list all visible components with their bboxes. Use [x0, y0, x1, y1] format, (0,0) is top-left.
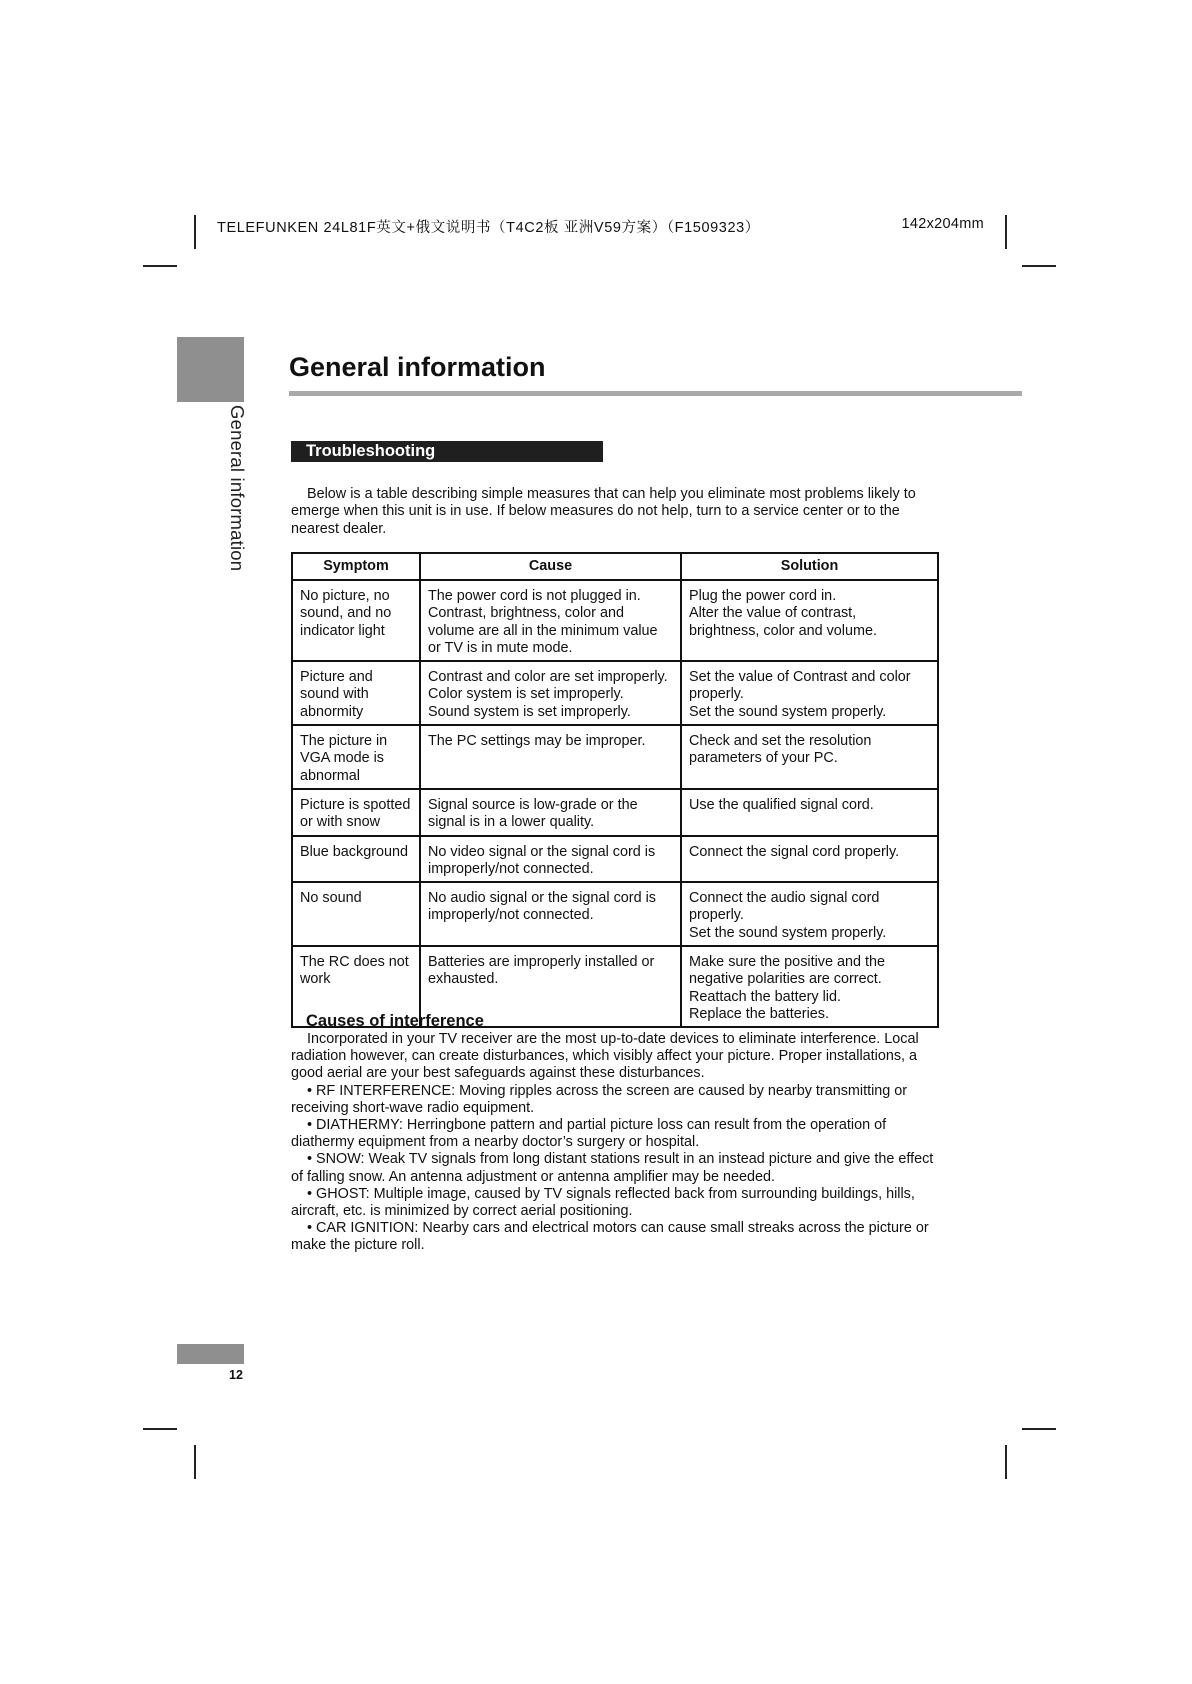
symptom-cell [292, 789, 420, 836]
interference-item: • RF INTERFERENCE: Moving ripples across the screen are caused by nearby transmitting or receiving short-wave radio equipment. [291, 1082, 908, 1116]
page-number-block [177, 1344, 244, 1364]
crop-mark [1022, 265, 1056, 267]
cause-cell [420, 580, 681, 661]
side-tab-block [177, 337, 244, 402]
interference-item: • SNOW: Weak TV signals from long distant stations result in an instead picture and give the effect of falling snow. An antenna adjustment or antenna amplifier may be needed. [291, 1151, 934, 1185]
cause-text: Signal source is low-grade or the signal is in a lower quality. [428, 796, 638, 831]
table-row [292, 725, 938, 789]
section-header-bar [291, 441, 603, 462]
table-row [292, 836, 938, 883]
cause-text: The power cord is not plugged in. Contrast, brightness, color and volume are all in the minimum value or TV is in mute mode. [428, 588, 658, 656]
symptom-text: The picture in VGA mode is abnormal [300, 733, 388, 784]
interference-item: • CAR IGNITION: Nearby cars and electrical motors can cause small streaks across the picture or make the picture roll. [291, 1220, 929, 1254]
column-header-symptom: Symptom [292, 553, 420, 580]
cause-text: No audio signal or the signal cord is improperly/not connected. [428, 890, 656, 924]
cause-cell [420, 882, 681, 946]
solution-text: Connect the audio signal cord properly. Set the sound system properly. [689, 890, 887, 941]
symptom-text: Picture and sound with abnormity [300, 669, 373, 720]
solution-cell [681, 836, 938, 883]
side-tab-label: General information [227, 405, 248, 572]
print-header-size: 142x204mm [901, 216, 984, 232]
cause-cell [420, 836, 681, 883]
cause-text: Batteries are improperly installed or exhausted. [428, 954, 655, 988]
table-row [292, 882, 938, 946]
interference-item: • DIATHERMY: Herringbone pattern and partial picture loss can result from the operation of diathermy equipment from a nearby doctor’s surgery or hospital. [291, 1117, 887, 1151]
solution-cell [681, 789, 938, 836]
symptom-cell [292, 580, 420, 661]
solution-text: Connect the signal cord properly. [689, 843, 900, 860]
interference-body [291, 1031, 941, 1255]
crop-mark [1022, 1428, 1056, 1430]
cause-text: The PC settings may be improper. [428, 733, 646, 750]
cause-text: Contrast and color are set improperly. Color system is set improperly. Sound system is set improperly. [428, 669, 668, 720]
symptom-text: No sound [300, 890, 362, 907]
print-header-title: TELEFUNKEN 24L81F英文+俄文说明书（T4C2板 亚洲V59方案）（F1509323） [217, 220, 760, 236]
symptom-text: The RC does not work [300, 954, 409, 988]
solution-text: Make sure the positive and the negative polarities are correct. Reattach the battery lid. Replace the batteries. [689, 954, 885, 1022]
page-title: General information [289, 352, 546, 382]
solution-cell [681, 580, 938, 661]
crop-mark [194, 1445, 196, 1479]
cause-cell [420, 725, 681, 789]
solution-cell [681, 725, 938, 789]
symptom-cell [292, 725, 420, 789]
interference-heading: Causes of interference [306, 1012, 484, 1030]
troubleshooting-table [291, 552, 939, 1028]
crop-mark [1005, 215, 1007, 249]
cause-cell [420, 789, 681, 836]
section-title: Troubleshooting [306, 442, 436, 460]
interference-paragraph: Incorporated in your TV receiver are the most up-to-date devices to eliminate interference. Local radiation however, can create disturbances, which visibly affect your picture. Proper installations, a good aerial are your best safeguards against these disturbances. [291, 1031, 919, 1082]
table-header-row [292, 553, 938, 580]
page-number: 12 [229, 1368, 243, 1382]
column-header-cause: Cause [420, 553, 681, 580]
intro-text: Below is a table describing simple measures that can help you eliminate most problems likely to emerge when this unit is in use. If below measures do not help, turn to a service center or to the nearest dealer. [291, 486, 916, 537]
crop-mark [143, 1428, 177, 1430]
symptom-cell [292, 882, 420, 946]
cause-text: No video signal or the signal cord is improperly/not connected. [428, 843, 656, 877]
solution-cell [681, 661, 938, 725]
cause-cell [420, 661, 681, 725]
column-header-solution: Solution [681, 553, 938, 580]
solution-text: Plug the power cord in. Alter the value of contrast, brightness, color and volume. [689, 588, 877, 639]
solution-text: Check and set the resolution parameters of your PC. [689, 733, 872, 767]
solution-text: Set the value of Contrast and color properly. Set the sound system properly. [689, 669, 911, 720]
table-row [292, 661, 938, 725]
interference-item: • GHOST: Multiple image, caused by TV signals reflected back from surrounding buildings, hills, aircraft, etc. is minimized by correct aerial positioning. [291, 1185, 915, 1220]
title-divider [289, 391, 1022, 396]
intro-paragraph [291, 486, 941, 538]
solution-text: Use the qualified signal cord. [689, 796, 874, 813]
symptom-text: Picture is spotted or with snow [300, 796, 411, 831]
crop-mark [143, 265, 177, 267]
crop-mark [1005, 1445, 1007, 1479]
solution-cell [681, 882, 938, 946]
symptom-text: No picture, no sound, and no indicator light [300, 588, 392, 639]
solution-cell [681, 946, 938, 1027]
table-row [292, 789, 938, 836]
symptom-text: Blue background [300, 843, 409, 860]
symptom-cell [292, 836, 420, 883]
crop-mark [194, 215, 196, 249]
symptom-cell [292, 661, 420, 725]
table-row [292, 580, 938, 661]
